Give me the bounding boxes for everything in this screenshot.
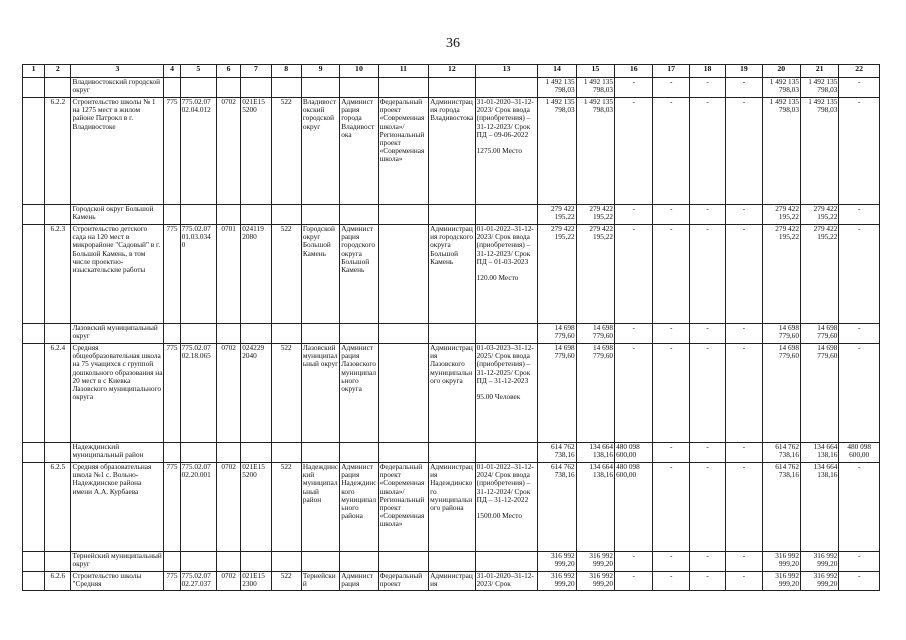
cell-col-19: -: [726, 552, 762, 572]
cell-col-17: -: [653, 552, 689, 572]
cell-col-1: [23, 552, 45, 572]
cell-col-16: -: [615, 205, 653, 225]
cell-col-14: 1 492 135 798,03: [538, 98, 576, 205]
cell-col-22: -: [839, 572, 880, 591]
cell-col-22: -: [839, 324, 880, 344]
table-row: [23, 225, 880, 324]
cell-col-9: [301, 324, 339, 344]
cell-col-22: -: [839, 344, 880, 443]
cell-col-6: 0702: [216, 344, 240, 443]
cell-col-11: [378, 205, 429, 225]
cell-col-20: 14 698 779,60: [762, 344, 800, 443]
cell-col-7: 021Е15 5200: [241, 98, 271, 205]
cell-col-4: 775: [164, 225, 180, 324]
cell-col-9: Владивостокский городской округ: [301, 98, 339, 205]
cell-col-13: [475, 205, 538, 225]
cell-col-7: [241, 552, 271, 572]
column-number-6: 6: [216, 65, 240, 78]
cell-col-16: -: [615, 98, 653, 205]
cell-col-7: 024229 2040: [241, 344, 271, 443]
cell-col-19: -: [726, 78, 762, 98]
cell-col-3: Строительство детского сада на 120 мест в микрорайоне "Садовый" в г. Большой Камень, в том числе проектно-изыскательские работы: [71, 225, 164, 324]
cell-col-8: 522: [271, 98, 301, 205]
cell-col-13: 01-01-2022–31-12-2023/ Срок ввода (приобретения) – 31-12-2023/ Срок ПД – 01-03-2023 120.00 Место: [475, 225, 538, 324]
column-number-21: 21: [800, 65, 838, 78]
subtotal-row: [23, 552, 880, 572]
cell-col-18: -: [689, 225, 725, 324]
cell-col-3: Строительство школы № 1 на 1275 мест в жилом районе Патрокл в г. Владивостоке: [71, 98, 164, 205]
subtotal-row: [23, 324, 880, 344]
cell-col-13: [475, 324, 538, 344]
cell-col-18: -: [689, 205, 725, 225]
table-row: [23, 344, 880, 443]
cell-col-22: -: [839, 552, 880, 572]
cell-col-18: -: [689, 344, 725, 443]
cell-col-12: [429, 205, 475, 225]
cell-col-12: Администрация городского округа Большой Камень: [429, 225, 475, 324]
cell-col-6: 0702: [216, 572, 240, 591]
cell-col-8: [271, 205, 301, 225]
cell-col-21: 134 664 138,16: [800, 463, 838, 552]
cell-col-8: [271, 552, 301, 572]
cell-col-11: [378, 552, 429, 572]
cell-col-5: [180, 324, 216, 344]
cell-col-3: Тернейский муниципальный округ: [71, 552, 164, 572]
cell-col-16: 480 098 600,00: [615, 463, 653, 552]
cell-col-21: 1 492 135 798,03: [800, 98, 838, 205]
cell-col-8: 522: [271, 463, 301, 552]
cell-col-21: 316 992 999,20: [800, 572, 838, 591]
cell-col-3: Лазовский муниципальный округ: [71, 324, 164, 344]
cell-col-18: -: [689, 572, 725, 591]
cell-col-12: [429, 443, 475, 463]
column-number-4: 4: [164, 65, 180, 78]
cell-col-18: -: [689, 552, 725, 572]
cell-col-2: [45, 552, 71, 572]
cell-col-8: 522: [271, 225, 301, 324]
cell-col-5: [180, 78, 216, 98]
cell-col-13: [475, 78, 538, 98]
cell-col-7: [241, 324, 271, 344]
cell-col-12: Администрация: [429, 572, 475, 591]
cell-col-14: 316 992 999,20: [538, 552, 576, 572]
cell-col-1: [23, 98, 45, 205]
cell-col-14: 614 762 738,16: [538, 463, 576, 552]
cell-col-2: [45, 205, 71, 225]
column-number-2: 2: [45, 65, 71, 78]
cell-col-20: 279 422 195,22: [762, 225, 800, 324]
cell-col-20: 14 698 779,60: [762, 324, 800, 344]
cell-col-2: 6.2.6: [45, 572, 71, 591]
cell-col-4: [164, 78, 180, 98]
cell-col-2: 6.2.2: [45, 98, 71, 205]
cell-col-6: [216, 443, 240, 463]
cell-col-7: 021Е15 5200: [241, 463, 271, 552]
column-number-3: 3: [71, 65, 164, 78]
column-number-row: [23, 65, 880, 78]
cell-col-7: 024119 2080: [241, 225, 271, 324]
column-number-19: 19: [726, 65, 762, 78]
cell-col-2: [45, 78, 71, 98]
cell-col-8: 522: [271, 572, 301, 591]
cell-col-5: 775.02.07 02.20.001: [180, 463, 216, 552]
cell-col-11: Федеральный проект: [378, 572, 429, 591]
cell-col-6: [216, 324, 240, 344]
cell-col-22: -: [839, 78, 880, 98]
cell-col-4: [164, 324, 180, 344]
column-number-16: 16: [615, 65, 653, 78]
cell-col-15: 134 664 138,16: [576, 443, 614, 463]
cell-col-4: 775: [164, 344, 180, 443]
cell-col-10: [340, 443, 378, 463]
cell-col-20: 1 492 135 798,03: [762, 78, 800, 98]
cell-col-1: [23, 205, 45, 225]
cell-col-10: [340, 552, 378, 572]
cell-col-11: [378, 443, 429, 463]
cell-col-16: 480 098 600,00: [615, 443, 653, 463]
budget-table: [22, 64, 880, 591]
cell-col-14: 14 698 779,60: [538, 344, 576, 443]
column-number-15: 15: [576, 65, 614, 78]
cell-col-5: [180, 205, 216, 225]
cell-col-22: 480 098 600,00: [839, 443, 880, 463]
cell-col-4: 775: [164, 572, 180, 591]
cell-col-11: Федеральный проект «Современная школа»/Региональный проект «Современная школа»: [378, 98, 429, 205]
cell-col-8: 522: [271, 344, 301, 443]
cell-col-12: [429, 78, 475, 98]
cell-col-14: 1 492 135 798,03: [538, 78, 576, 98]
cell-col-14: 279 422 195,22: [538, 205, 576, 225]
cell-col-9: [301, 552, 339, 572]
cell-col-10: Администрация города Владивостока: [340, 98, 378, 205]
cell-col-7: [241, 443, 271, 463]
cell-col-11: Федеральный проект «Современная школа»/Региональный проект «Современная школа»: [378, 463, 429, 552]
table-row: [23, 463, 880, 552]
cell-col-17: -: [653, 225, 689, 324]
cell-col-20: 614 762 738,16: [762, 463, 800, 552]
cell-col-9: Надеждинский муниципальный район: [301, 463, 339, 552]
cell-col-1: [23, 443, 45, 463]
cell-col-9: [301, 205, 339, 225]
cell-col-19: -: [726, 572, 762, 591]
cell-col-10: Администрация городского округа Большой Камень: [340, 225, 378, 324]
cell-col-11: [378, 78, 429, 98]
cell-col-19: -: [726, 324, 762, 344]
cell-col-5: 775.02.07 02.27.037: [180, 572, 216, 591]
cell-col-19: -: [726, 98, 762, 205]
column-number-1: 1: [23, 65, 45, 78]
table-row: [23, 572, 880, 591]
cell-col-6: [216, 78, 240, 98]
cell-col-19: -: [726, 205, 762, 225]
cell-col-5: 775.02.07 01.03.034 0: [180, 225, 216, 324]
cell-col-12: Администрация города Владивостока: [429, 98, 475, 205]
cell-col-21: 279 422 195,22: [800, 225, 838, 324]
cell-col-13: 01-03-2023–31-12-2025/ Срок ввода (приобретения) – 31-12-2025/ Срок ПД – 31-12-2023 95.00 Человек: [475, 344, 538, 443]
cell-col-2: 6.2.5: [45, 463, 71, 552]
cell-col-16: -: [615, 344, 653, 443]
cell-col-19: -: [726, 344, 762, 443]
cell-col-16: -: [615, 324, 653, 344]
cell-col-12: Администрация Надеждинского муниципального района: [429, 463, 475, 552]
cell-col-12: Администрация Лазовского муниципального округа: [429, 344, 475, 443]
cell-col-1: [23, 324, 45, 344]
cell-col-14: 279 422 195,22: [538, 225, 576, 324]
column-number-14: 14: [538, 65, 576, 78]
cell-col-2: [45, 324, 71, 344]
subtotal-row: [23, 78, 880, 98]
cell-col-10: [340, 78, 378, 98]
cell-col-3: Средняя образовательная школа №1 с. Вольно-Надеждинское района имени А.А. Курбаева: [71, 463, 164, 552]
cell-col-1: [23, 78, 45, 98]
cell-col-20: 316 992 999,20: [762, 552, 800, 572]
cell-col-13: 31-01-2020–31-12-2023/ Срок ввода (приобретения) – 31-12-2023/ Срок ПД – 09-06-2022 1275.00 Место: [475, 98, 538, 205]
cell-col-18: -: [689, 324, 725, 344]
cell-col-10: Администрация: [340, 572, 378, 591]
cell-col-13: [475, 443, 538, 463]
subtotal-row: [23, 205, 880, 225]
cell-col-5: [180, 443, 216, 463]
cell-col-17: -: [653, 572, 689, 591]
cell-col-11: [378, 324, 429, 344]
cell-col-12: [429, 552, 475, 572]
cell-col-16: -: [615, 572, 653, 591]
cell-col-4: [164, 443, 180, 463]
cell-col-8: [271, 324, 301, 344]
cell-col-15: 14 698 779,60: [576, 324, 614, 344]
cell-col-3: Строительство школы "Средняя: [71, 572, 164, 591]
cell-col-18: -: [689, 463, 725, 552]
cell-col-6: 0702: [216, 98, 240, 205]
cell-col-6: [216, 552, 240, 572]
column-number-12: 12: [429, 65, 475, 78]
cell-col-21: 279 422 195,22: [800, 205, 838, 225]
cell-col-9: Городской округ Большой Камень: [301, 225, 339, 324]
cell-col-4: [164, 205, 180, 225]
page-number: 36: [446, 36, 460, 51]
cell-col-9: [301, 78, 339, 98]
cell-col-10: [340, 324, 378, 344]
cell-col-3: Владивостокский городской округ: [71, 78, 164, 98]
column-number-9: 9: [301, 65, 339, 78]
cell-col-7: [241, 205, 271, 225]
cell-col-10: [340, 205, 378, 225]
cell-col-3: Средняя общеобразовательная школа на 75 учащихся с группой дошкольного образования на 20 мест в с Киевка Лазовского муниципального округа: [71, 344, 164, 443]
cell-col-19: -: [726, 463, 762, 552]
column-number-22: 22: [839, 65, 880, 78]
column-number-18: 18: [689, 65, 725, 78]
column-number-11: 11: [378, 65, 429, 78]
cell-col-8: [271, 78, 301, 98]
cell-col-9: Лазовский муниципальный округ: [301, 344, 339, 443]
cell-col-18: -: [689, 443, 725, 463]
cell-col-16: -: [615, 225, 653, 324]
subtotal-row: [23, 443, 880, 463]
cell-col-20: 1 492 135 798,03: [762, 98, 800, 205]
cell-col-21: 14 698 779,60: [800, 344, 838, 443]
cell-col-7: 021Е15 2300: [241, 572, 271, 591]
cell-col-6: [216, 205, 240, 225]
cell-col-14: 614 762 738,16: [538, 443, 576, 463]
cell-col-17: -: [653, 463, 689, 552]
cell-col-17: -: [653, 205, 689, 225]
cell-col-16: -: [615, 78, 653, 98]
cell-col-15: 279 422 195,22: [576, 225, 614, 324]
cell-col-8: [271, 443, 301, 463]
cell-col-14: 316 992 999,20: [538, 572, 576, 591]
cell-col-4: 775: [164, 98, 180, 205]
cell-col-19: -: [726, 225, 762, 324]
cell-col-5: 775.02.07 02.04.012: [180, 98, 216, 205]
cell-col-21: 316 992 999,20: [800, 552, 838, 572]
column-number-20: 20: [762, 65, 800, 78]
cell-col-17: -: [653, 78, 689, 98]
cell-col-5: 775.02.07 02.18.065: [180, 344, 216, 443]
cell-col-15: 279 422 195,22: [576, 205, 614, 225]
cell-col-12: [429, 324, 475, 344]
cell-col-4: 775: [164, 463, 180, 552]
column-number-7: 7: [241, 65, 271, 78]
cell-col-19: -: [726, 443, 762, 463]
cell-col-9: [301, 443, 339, 463]
cell-col-3: Надеждинский муниципальный район: [71, 443, 164, 463]
cell-col-21: 14 698 779,60: [800, 324, 838, 344]
column-number-8: 8: [271, 65, 301, 78]
cell-col-2: 6.2.4: [45, 344, 71, 443]
column-number-5: 5: [180, 65, 216, 78]
cell-col-6: 0701: [216, 225, 240, 324]
cell-col-22: -: [839, 98, 880, 205]
cell-col-17: -: [653, 324, 689, 344]
cell-col-5: [180, 552, 216, 572]
cell-col-13: 31-01-2020–31-12-2023/ Срок: [475, 572, 538, 591]
cell-col-15: 1 492 135 798,03: [576, 98, 614, 205]
cell-col-1: [23, 344, 45, 443]
cell-col-15: 14 698 779,60: [576, 344, 614, 443]
cell-col-11: [378, 225, 429, 324]
cell-col-13: 01-01-2022–31-12-2024/ Срок ввода (приобретения) – 31-12-2024/ Срок ПД – 31-12-2022 1500.00 Место: [475, 463, 538, 552]
cell-col-6: 0702: [216, 463, 240, 552]
cell-col-17: -: [653, 344, 689, 443]
column-number-10: 10: [340, 65, 378, 78]
cell-col-3: Городской округ Большой Камень: [71, 205, 164, 225]
cell-col-1: [23, 463, 45, 552]
cell-col-1: [23, 572, 45, 591]
cell-col-15: 1 492 135 798,03: [576, 78, 614, 98]
cell-col-18: -: [689, 98, 725, 205]
cell-col-20: 279 422 195,22: [762, 205, 800, 225]
cell-col-11: [378, 344, 429, 443]
cell-col-2: [45, 443, 71, 463]
cell-col-16: -: [615, 552, 653, 572]
cell-col-22: -: [839, 225, 880, 324]
cell-col-18: -: [689, 78, 725, 98]
cell-col-4: [164, 552, 180, 572]
cell-col-7: [241, 78, 271, 98]
cell-col-1: [23, 225, 45, 324]
cell-col-2: 6.2.3: [45, 225, 71, 324]
cell-col-21: 134 664 138,16: [800, 443, 838, 463]
cell-col-9: Тернейский: [301, 572, 339, 591]
table-row: [23, 98, 880, 205]
cell-col-15: 316 992 999,20: [576, 572, 614, 591]
cell-col-21: 1 492 135 798,03: [800, 78, 838, 98]
cell-col-22: -: [839, 205, 880, 225]
column-number-13: 13: [475, 65, 538, 78]
cell-col-10: Администрация Надеждинского муниципального района: [340, 463, 378, 552]
cell-col-17: -: [653, 443, 689, 463]
cell-col-17: -: [653, 98, 689, 205]
cell-col-20: 316 992 999,20: [762, 572, 800, 591]
cell-col-20: 614 762 738,16: [762, 443, 800, 463]
cell-col-22: -: [839, 463, 880, 552]
column-number-17: 17: [653, 65, 689, 78]
cell-col-15: 134 664 138,16: [576, 463, 614, 552]
cell-col-10: Администрация Лазовского муниципального округа: [340, 344, 378, 443]
cell-col-14: 14 698 779,60: [538, 324, 576, 344]
cell-col-13: [475, 552, 538, 572]
cell-col-15: 316 992 999,20: [576, 552, 614, 572]
